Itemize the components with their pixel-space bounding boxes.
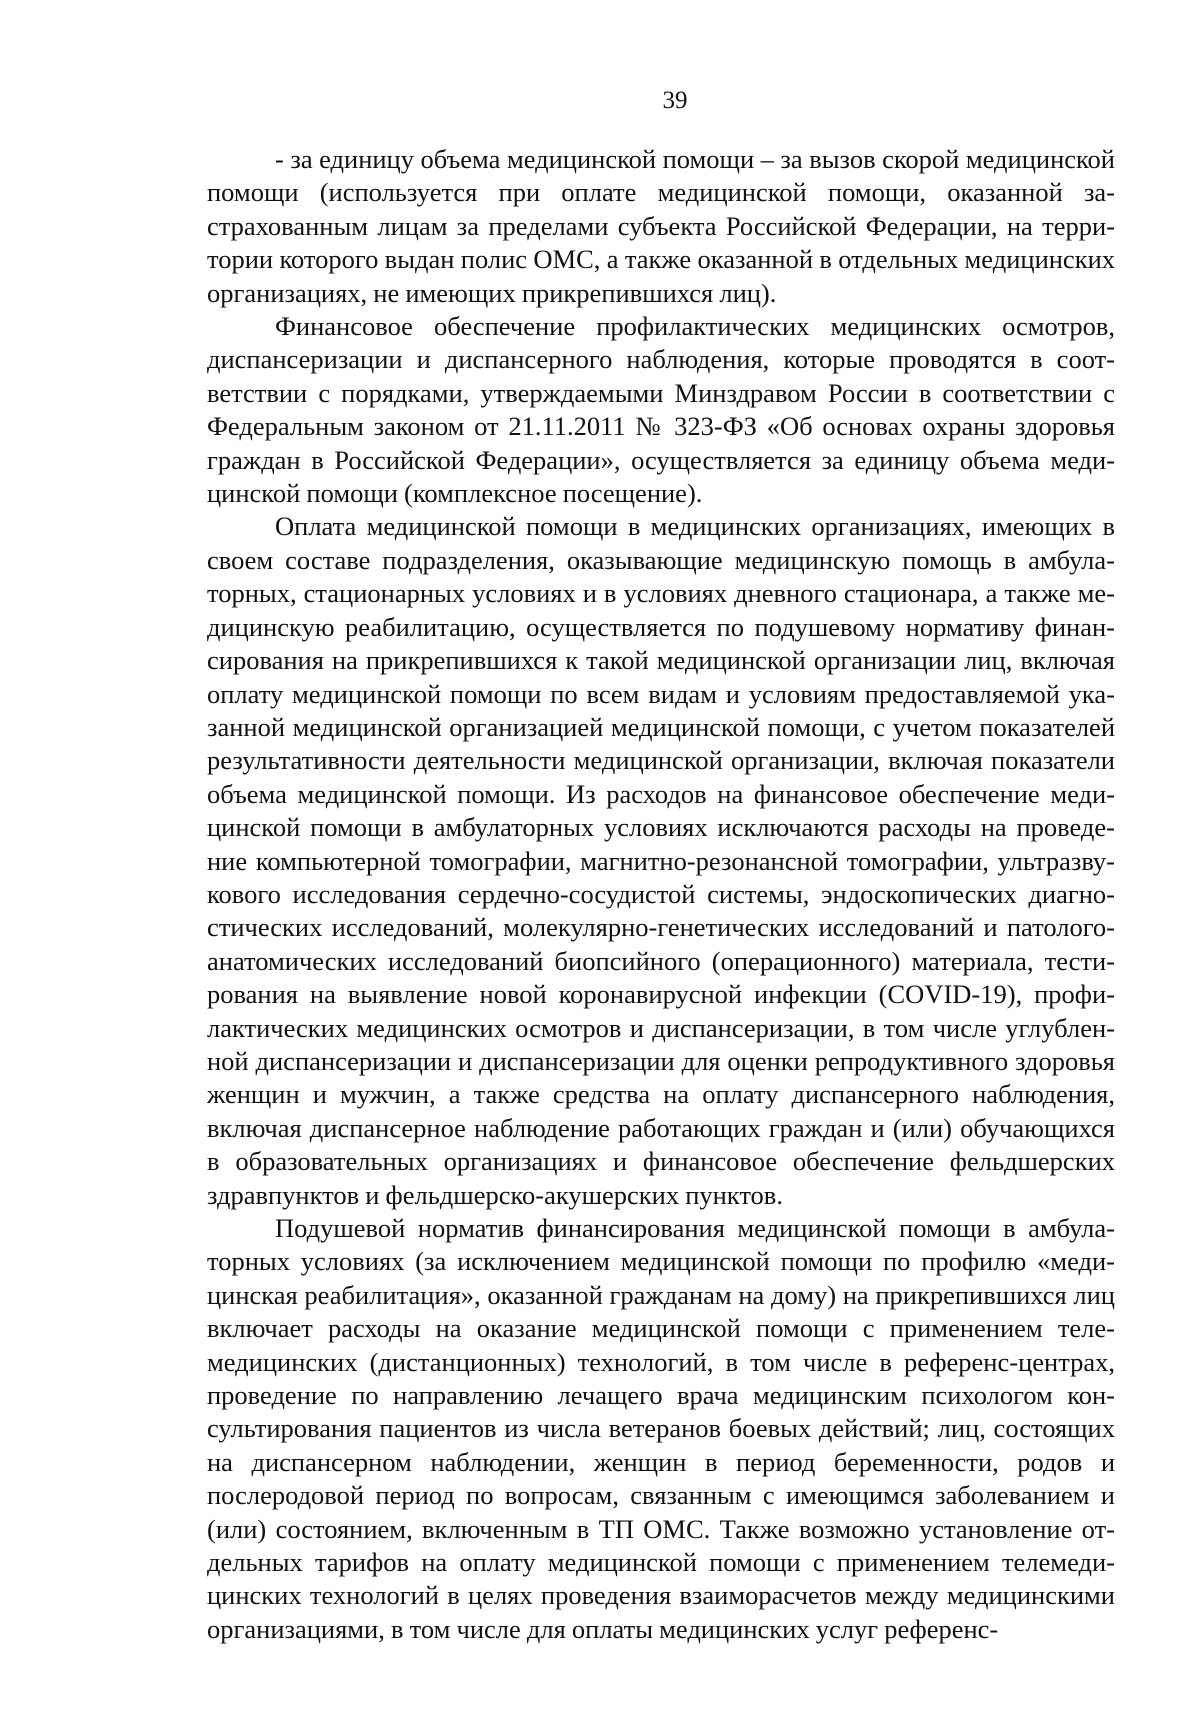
- paragraph-per-capita-payment: Оплата медицинской помощи в медицинских организациях, имеющих в своем составе подразделения, оказывающие медицинскую помощь в амбулаторных, стационарных условиях и в условиях дневного стационара, а также медицинскую реабилитацию, осуществляется по подушевому нормативу финансирования на прикрепившихся к такой медицинской организации лиц, включая оплату медицинской помощи по всем видам и условиям предоставляемой указанной медицинской организацией медицинской помощи, с учетом показателей результативности деятельности медицинской организации, включая показатели объема медицинской помощи. Из расходов на финансовое обеспечение медицинской помощи в амбулаторных условиях исключаются расходы на проведение компьютерной томографии, магнитно-резонансной томографии, ультразвукового исследования сердечно-сосудистой системы, эндоскопических диагностических исследований, молекулярно-генетических исследований и патологоанатомических исследований биопсийного (операционного) материала, тестирования на выявление новой коронавирусной инфекции (COVID-19), профилактических медицинских осмотров и диспансеризации, в том числе углубленной диспансеризации и диспансеризации для оценки репродуктивного здоровья женщин и мужчин, а также средства на оплату диспансерного наблюдения, включая диспансерное наблюдение работающих граждан и (или) обучающихся в образовательных организациях и финансовое обеспечение фельдшерских здравпунктов и фельдшерско-акушерских пунктов.: [207, 511, 1115, 1210]
- page-number: 39: [662, 87, 688, 114]
- paragraph-per-capita-standard: Подушевой норматив финансирования медицинской помощи в амбулаторных условиях (за исключением медицинской помощи по профилю «медицинская реабилитация», оказанной гражданам на дому) на прикрепившихся лиц включает расходы на оказание медицинской помощи с применением телемедицинских (дистанционных) технологий, в том числе в референс-центрах, проведение по направлению лечащего врача медицинским психологом консультирования пациентов из числа ветеранов боевых действий; лиц, состоящих на диспансерном наблюдении, женщин в период беременности, родов и послеродовой период по вопросам, связанным с имеющимся заболеванием и (или) состоянием, включенным в ТП ОМС. Также возможно установление отдельных тарифов на оплату медицинской помощи с применением телемедицинских технологий в целях проведения взаиморасчетов между медицинскими организациями, в том числе для оплаты медицинских услуг референс-: [207, 1213, 1115, 1644]
- paragraph-emergency-call-payment: - за единицу объема медицинской помощи – за вызов скорой медицинской помощи (используется при оплате медицинской помощи, оказанной застрахованным лицам за пределами субъекта Российской Федерации, на территории которого выдан полис ОМС, а также оказанной в отдельных медицинских организациях, не имеющих прикрепившихся лиц).: [207, 144, 1115, 308]
- paragraph-preventive-exams-financing: Финансовое обеспечение профилактических медицинских осмотров, диспансеризации и диспансерного наблюдения, которые проводятся в соответствии с порядками, утверждаемыми Минздравом России в соответствии с Федеральным законом от 21.11.2011 № 323-ФЗ «Об основах охраны здоровья граждан в Российской Федерации», осуществляется за единицу объема медицинской помощи (комплексное посещение).: [207, 311, 1115, 509]
- document-body: [207, 143, 1115, 1646]
